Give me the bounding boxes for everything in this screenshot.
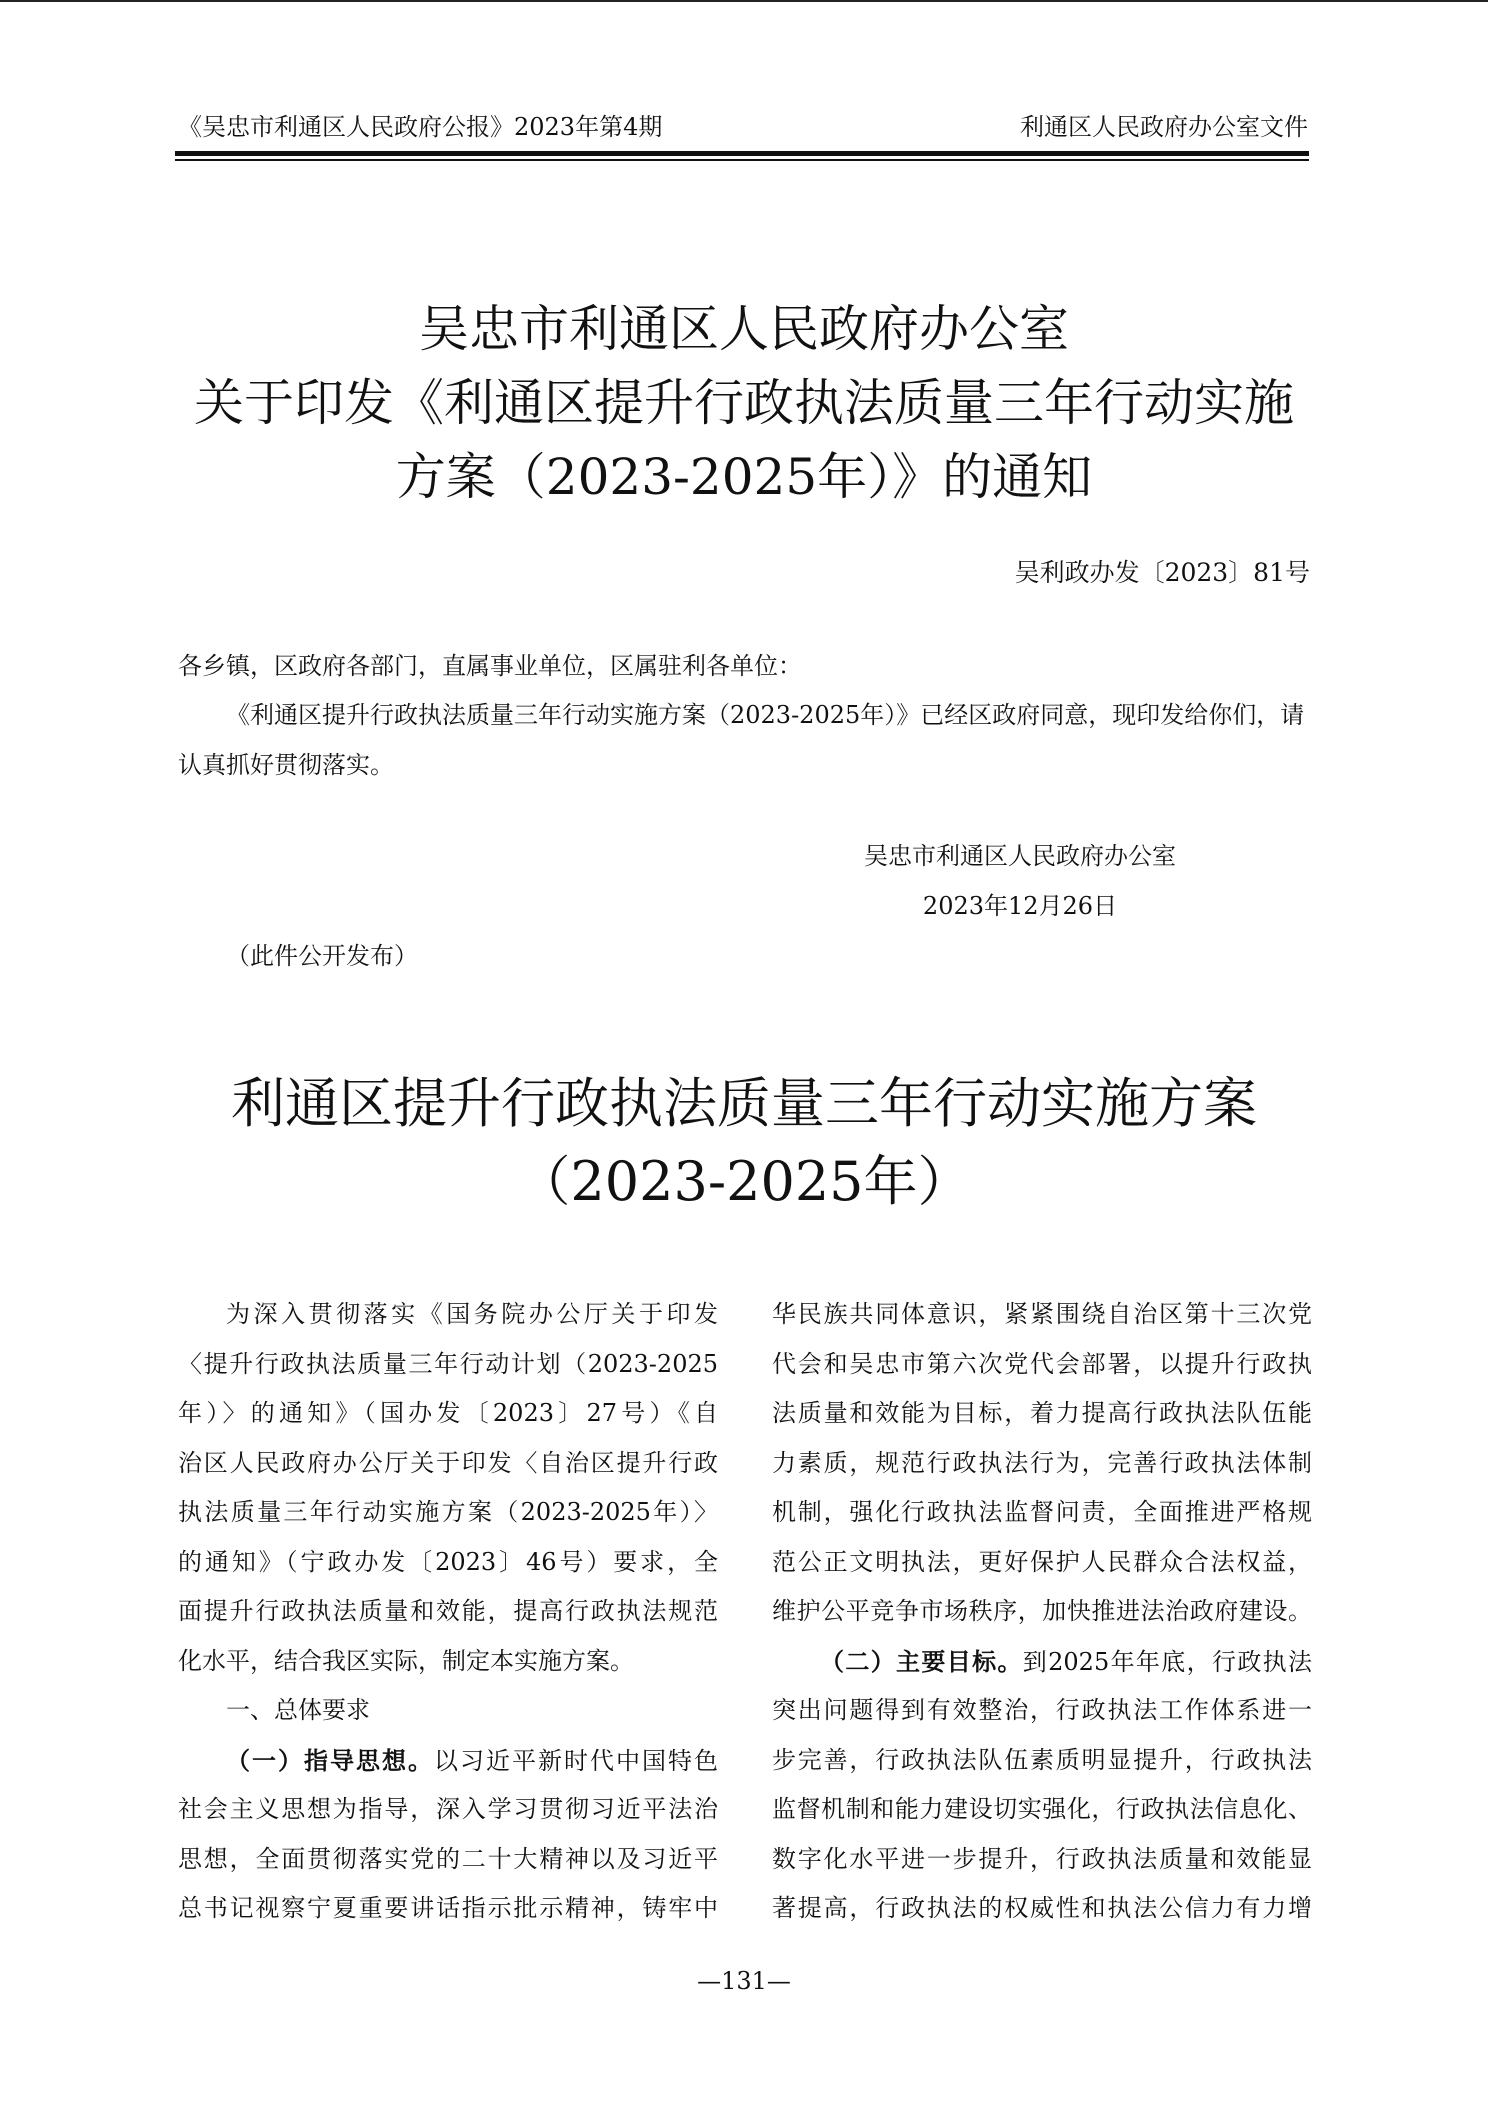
line-text: 法质量和效能为目标，着力提高行政执法队伍能 [772, 1399, 1312, 1427]
body-text-line [178, 1785, 718, 1835]
notice-body: 《利通区提升行政执法质量三年行动实施方案（2023-2025年）》已经区政府同意，现印发给你们，请认真抓好贯彻落实。 [178, 701, 1305, 779]
notice-title-line: 方案（2023-2025年）》的通知 [395, 448, 1093, 506]
line-text: 一、总体要求 [226, 1696, 370, 1724]
line-text: 化水平，结合我区实际，制定本实施方案。 [178, 1646, 634, 1675]
line-text: 总书记视察宁夏重要讲话指示批示精神，铸牢中 [178, 1894, 718, 1922]
signature-date: 2023年12月26日 [922, 892, 1118, 920]
body-text-line [178, 1290, 718, 1340]
line-text: 治区人民政府办公厅关于印发〈自治区提升行政 [178, 1448, 718, 1477]
body-text-line [772, 1439, 1312, 1489]
publication-note: （此件公开发布） [226, 942, 418, 970]
line-text: 的通知》（宁政办发〔2023〕46号）要求，全 [178, 1547, 718, 1576]
plan-title [150, 1065, 1338, 1221]
body-text-line [772, 1340, 1312, 1390]
right-column [772, 1290, 1312, 1934]
body-text-line [772, 1290, 1312, 1340]
body-text-line [178, 1587, 718, 1637]
line-text: 到2025年年底，行政执法 [1022, 1647, 1312, 1676]
plan-title-line: 利通区提升行政执法质量三年行动实施方案 [231, 1072, 1257, 1135]
body-text-line [178, 1686, 718, 1736]
line-text: 以习近平新时代中国特色 [434, 1746, 718, 1775]
section-heading: （一）指导思想。 [226, 1745, 434, 1775]
body-text-line [772, 1736, 1312, 1786]
line-text: 监督机制和能力建设切实强化，行政执法信息化、 [772, 1795, 1312, 1823]
salutation: 各乡镇，区政府各部门，直属事业单位，区属驻利各单位： [178, 652, 802, 680]
line-text: 思想，全面贯彻落实党的二十大精神以及习近平 [178, 1844, 718, 1873]
document-number: 吴利政办发〔2023〕81号 [1014, 558, 1310, 587]
line-text: 〈提升行政执法质量三年行动计划（2023-2025 [178, 1349, 718, 1378]
body-text-line [772, 1587, 1312, 1637]
line-text: 范公正文明执法，更好保护人民群众合法权益， [772, 1547, 1312, 1576]
line-text: 步完善，行政执法队伍素质明显提升，行政执法 [772, 1745, 1312, 1774]
line-text: 数字化水平进一步提升，行政执法质量和效能显 [772, 1844, 1312, 1873]
body-text-line [772, 1686, 1312, 1736]
body-text-line [178, 1835, 718, 1885]
line-text: 为深入贯彻落实《国务院办公厅关于印发 [226, 1300, 718, 1328]
header-rule-thick [175, 151, 1309, 156]
body-text-line [178, 1389, 718, 1439]
line-text: 华民族共同体意识，紧紧围绕自治区第十三次党 [772, 1300, 1312, 1328]
body-text-line [178, 1340, 718, 1390]
left-column [178, 1290, 718, 1934]
line-text: 年）〉的通知》（国办发〔2023〕27号）《自 [178, 1399, 718, 1427]
page-top-edge [0, 0, 1488, 2]
line-text: 执法质量三年行动实施方案（2023-2025年）〉 [178, 1498, 718, 1526]
line-text: 力素质，规范行政执法行为，完善行政执法体制 [772, 1448, 1312, 1477]
plan-title-line: （2023-2025年） [516, 1150, 972, 1213]
body-text-line [178, 1538, 718, 1588]
line-text: 面提升行政执法质量和效能，提高行政执法规范 [178, 1597, 718, 1625]
body-text-line [772, 1835, 1312, 1885]
page-number: —131— [697, 1967, 791, 1995]
notice-title [150, 292, 1338, 514]
line-text: 机制，强化行政执法监督问责，全面推进严格规 [772, 1498, 1312, 1526]
body-text-line [772, 1884, 1312, 1934]
running-header-section: 利通区人民政府办公室文件 [1020, 113, 1308, 141]
section-heading: （二）主要目标。 [820, 1646, 1023, 1676]
signature-organization: 吴忠市利通区人民政府办公室 [864, 842, 1176, 870]
body-text-line [772, 1538, 1312, 1588]
body-text-line [178, 1736, 718, 1786]
body-text-line [178, 1637, 718, 1687]
line-text: 著提高，行政执法的权威性和执法公信力有力增 [772, 1894, 1312, 1922]
notice-title-line: 吴忠市利通区人民政府办公室 [419, 300, 1069, 358]
line-text: 代会和吴忠市第六次党代会部署，以提升行政执 [772, 1349, 1312, 1378]
body-text-line [178, 1884, 718, 1934]
notice-title-line: 关于印发《利通区提升行政执法质量三年行动实施 [194, 374, 1294, 432]
running-header-publication: 《吴忠市利通区人民政府公报》2023年第4期 [178, 113, 663, 141]
line-text: 突出问题得到有效整治，行政执法工作体系进一 [772, 1696, 1312, 1724]
header-rule-thin [175, 159, 1309, 161]
line-text: 社会主义思想为指导，深入学习贯彻习近平法治 [178, 1795, 718, 1823]
body-text-line [772, 1637, 1312, 1687]
line-text: 维护公平竞争市场秩序，加快推进法治政府建设。 [772, 1597, 1312, 1625]
body-text-line [772, 1389, 1312, 1439]
body-text-line [178, 1439, 718, 1489]
body-text-line [772, 1785, 1312, 1835]
body-text-line [178, 1488, 718, 1538]
body-text-line [772, 1488, 1312, 1538]
